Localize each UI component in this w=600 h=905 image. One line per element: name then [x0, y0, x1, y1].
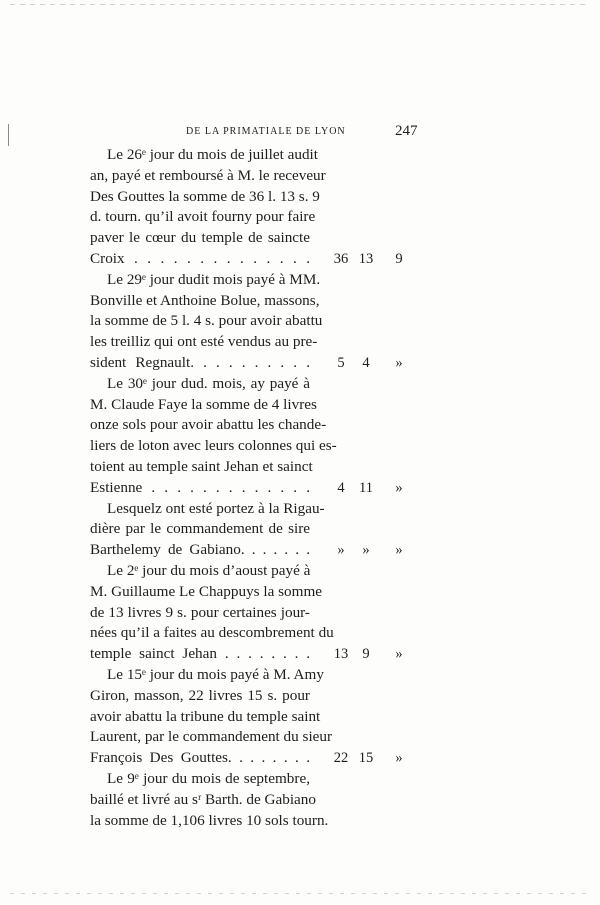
- amount-sols: »: [362, 542, 370, 559]
- entry-line: paver le cœur du temple de saincte: [90, 229, 310, 247]
- entry-line: Croix . . . . . . . . . . . . . . 36 13 9: [90, 249, 420, 270]
- entry-line: dière par le commandement de sire: [90, 520, 310, 538]
- entry-line: toient au temple saint Jehan et sainct: [90, 457, 313, 475]
- amount-deniers: »: [395, 750, 403, 767]
- amount-livres: »: [337, 542, 345, 559]
- amount-sols: 15: [358, 750, 374, 767]
- amount-sols: 4: [362, 354, 370, 371]
- entry-line: baillé et livré au sʳ Barth. de Gabiano: [90, 790, 316, 808]
- entry-line: M. Guillaume Le Chappuys la somme: [90, 582, 322, 600]
- amount-livres: 13: [333, 646, 349, 663]
- entry-line: la somme de 5 l. 4 s. pour avoir abattu: [90, 312, 323, 330]
- entry-line: onze sols pour avoir abattu les chande-: [90, 416, 327, 434]
- account-entry: [90, 561, 420, 665]
- entry-line: liers de loton avec leurs colonnes qui es-: [90, 437, 337, 455]
- entry-line: nées qu’il a faites au descombrement du: [90, 624, 334, 642]
- entry-line: Des Gouttes la somme de 36 l. 13 s. 9: [90, 187, 320, 205]
- page-number: 247: [395, 123, 418, 139]
- entry-line: Giron, masson, 22 livres 15 s. pour: [90, 686, 310, 704]
- entry-line: Lesquelz ont esté portez à la Rigau-: [107, 499, 325, 517]
- entry-line: sident Regnault. . . . . . . . . . 5 4 »: [90, 353, 420, 374]
- amount-deniers: »: [395, 479, 403, 496]
- amount-sols: 11: [359, 479, 373, 496]
- entry-line: d. tourn. qu’il avoit fourny pour faire: [90, 208, 316, 226]
- entry-line: avoir abattu la tribune du temple saint: [90, 707, 321, 725]
- account-entries: [90, 145, 420, 831]
- entry-line: les treilliz qui ont esté vendus au pre-: [90, 333, 318, 351]
- amount-sols: 13: [358, 250, 374, 267]
- entry-line: temple sainct Jehan . . . . . . . . 13 9 »: [90, 644, 420, 665]
- entry-line: Le 9ᵉ jour du mois de septembre,: [107, 769, 310, 787]
- amount-livres: 5: [337, 354, 345, 371]
- entry-line: Le 26ᵉ jour du mois de juillet audit: [107, 146, 319, 163]
- account-entry: [90, 374, 420, 499]
- account-entry: [90, 145, 420, 270]
- entry-line: an, payé et remboursé à M. le receveur: [90, 166, 326, 184]
- entry-line: Barthelemy de Gabiano. . . . . . . » » »: [90, 540, 420, 561]
- entry-line: la somme de 1,106 livres 10 sols tourn.: [90, 811, 329, 829]
- entry-line: Bonville et Anthoine Bolue, massons,: [90, 291, 320, 309]
- entry-line: M. Claude Faye la somme de 4 livres: [90, 395, 317, 413]
- running-title: DE LA PRIMATIALE DE LYON: [186, 126, 346, 137]
- entry-line: Le 2ᵉ jour du mois d’aoust payé à: [107, 561, 311, 579]
- amount-sols: 9: [362, 646, 370, 663]
- amount-livres: 22: [333, 750, 349, 767]
- amount-livres: 4: [337, 479, 345, 496]
- amount-deniers: »: [395, 646, 403, 663]
- bottom-edge-rule: [10, 893, 590, 894]
- account-entry: [90, 665, 420, 769]
- account-entry: [90, 270, 420, 374]
- account-entry: [90, 769, 420, 831]
- entry-line: Le 29ᵉ jour dudit mois payé à MM.: [107, 270, 321, 288]
- amount-livres: 36: [333, 250, 349, 267]
- entry-line: Laurent, par le commandement du sieur: [90, 728, 333, 746]
- entry-line: Estienne . . . . . . . . . . . . . 4 11 »: [90, 478, 420, 499]
- entry-line: de 13 livres 9 s. pour certaines jour-: [90, 603, 310, 621]
- amount-deniers: »: [395, 354, 403, 371]
- entry-line: Le 30ᵉ jour dud. mois, ay payé à: [107, 374, 310, 392]
- page-header: [0, 123, 600, 146]
- amount-deniers: 9: [395, 250, 403, 267]
- top-edge-rule: [10, 4, 590, 5]
- entry-line: Le 15ᵉ jour du mois payé à M. Amy: [107, 665, 324, 683]
- account-entry: [90, 499, 420, 561]
- entry-line: François Des Gouttes. . . . . . . . 22 15 »: [90, 748, 420, 769]
- amount-deniers: »: [395, 542, 403, 559]
